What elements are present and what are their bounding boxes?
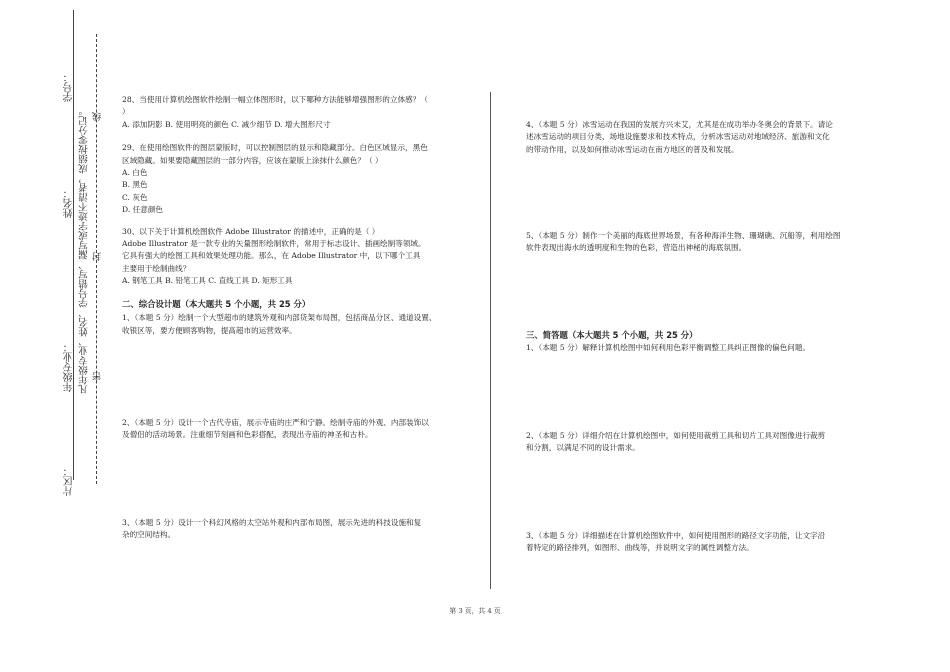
design-q4-line-1: 4、（本题 5 分）冰雪运动在我国的发展方兴未艾，尤其是在成功举办冬奥会的背景下。请论: [526, 120, 833, 129]
q29-option-b: B. 黑色: [122, 180, 148, 190]
design-q4-line-2: 述冰雪运动的项目分类、场地设施要求和技术特点，分析冰雪运动对地域经济、旅游和文化: [526, 132, 830, 142]
q29-stem-1: 29、在使用绘图软件的图层蒙版时，可以控制图层的显示和隐藏部分。白色区域显示，黑色: [122, 143, 428, 153]
short-q3: [526, 530, 896, 555]
q30-stem-1: 30、以下关于计算机绘图软件 Adobe Illustrator 的描述中，正确的是（ ）: [122, 226, 380, 236]
short-q3-line-2: 着特定的路径排列，如图形、曲线等，并说明文字的属性调整方法。: [526, 543, 754, 553]
left-column: [122, 94, 472, 337]
q28-stem: 28、当使用计算机绘图软件绘制一幅立体图形时，以下哪种方法能够增强图形的立体感？（: [122, 95, 428, 104]
design-q1-line-2: 收银区等，要方便顾客购物，提高超市的运营效率。: [122, 325, 297, 335]
design-q4-line-3: 的带动作用，以及如何推动冰雪运动在南方地区的普及和发展。: [526, 144, 739, 154]
design-q5-line-1: 5、（本题 5 分）制作一个美丽的海底世界场景，有各种海洋生物、珊瑚礁、沉船等，利用绘图: [526, 231, 841, 240]
design-q5-line-2: 软件表现出海水的透明度和生物的色彩，营造出神秘的海底氛围。: [526, 243, 747, 253]
seal-mark-mi: 密: [93, 372, 103, 381]
design-q4: [526, 119, 896, 156]
q28-options: A. 添加阴影 B. 使用明亮的颜色 C. 减少细节 D. 增大图形尺寸: [122, 119, 331, 129]
design-q3: [122, 517, 472, 542]
design-q3-line-2: 杂的空间结构。: [122, 530, 176, 540]
design-q2-line-2: 及僧侣的活动场景。注重细节刻画和色彩搭配，表现出寺庙的神圣和古朴。: [122, 430, 373, 440]
design-q5: [526, 230, 896, 255]
short-q2-line-1: 2、（本题 5 分）详细介绍在计算机绘图中，如何使用裁剪工具和切片工具对图像进行裁剪: [526, 431, 826, 440]
short-q2-line-2: 和分割，以满足不同的设计需求。: [526, 443, 640, 453]
short-q3-line-1: 3、（本题 5 分）详细描述在计算机绘图软件中，如何使用图形的路径文字功能，让文字沿: [526, 531, 826, 540]
binding-notice: 凡年级专业、姓名、学号错写、漏写或字迹不清者，成绩按零分记。: [79, 106, 90, 394]
page-number-footer: 第 3 页，共 4 页: [449, 607, 501, 615]
design-q3-line-1: 3、（本题 5 分）设计一个科幻风格的太空站外观和内部布局图，展示先进的科技设施和复: [122, 518, 422, 527]
field-pianqu: 片区：: [64, 466, 75, 496]
section-3-title: 三、简答题（本大题共 5 个小题，共 25 分）: [526, 330, 698, 340]
field-nianji: 年级专业：: [64, 342, 75, 392]
q30-stem-4: 主要用于绘制曲线？: [122, 263, 191, 273]
section-3: [526, 329, 896, 355]
q30-stem-2: Adobe Illustrator 是一款专业的矢量图形绘制软件，常用于标志设计、插画绘制等领域。: [122, 239, 426, 249]
field-xingming: 姓名：: [64, 188, 75, 218]
design-q2-line-1: 2、（本题 5 分）设计一个古代寺庙，展示寺庙的庄严和宁静。绘制寺庙的外观、内部装饰以: [122, 418, 429, 427]
q29-option-a: A. 白色: [122, 168, 148, 178]
q30-options: A. 钢笔工具 B. 铅笔工具 C. 直线工具 D. 矩形工具: [122, 276, 293, 286]
field-xuehao: 学号：: [64, 72, 75, 102]
seal-mark-xian: 线: [93, 112, 103, 121]
q29-option-c: C. 灰色: [122, 192, 148, 202]
q28-stem-end: ）: [122, 107, 130, 117]
short-q2: [526, 430, 896, 455]
short-q1: 1、（本题 5 分）解释计算机绘图中如何利用色彩平衡调整工具纠正图像的偏色问题。: [526, 343, 811, 353]
q30-stem-3: 它具有强大的绘图工具和效果处理功能。那么，在 Adobe Illustrator 中，以下哪个工具: [122, 251, 421, 261]
design-q1-line-1: 1、（本题 5 分）绘制一个大型超市的建筑外观和内部货架布局图，包括商品分区、通道设置、: [122, 313, 437, 323]
seal-mark-feng: 封: [93, 252, 103, 261]
design-q2: [122, 417, 472, 442]
q29-option-d: D. 任意颜色: [122, 205, 164, 215]
column-divider: [490, 92, 491, 589]
q29-stem-2: 区域隐藏。如果要隐藏图层的一部分内容，应该在蒙版上涂抹什么颜色？（ ）: [122, 155, 383, 165]
section-2-title: 二、综合设计题（本大题共 5 个小题，共 25 分）: [122, 298, 311, 309]
